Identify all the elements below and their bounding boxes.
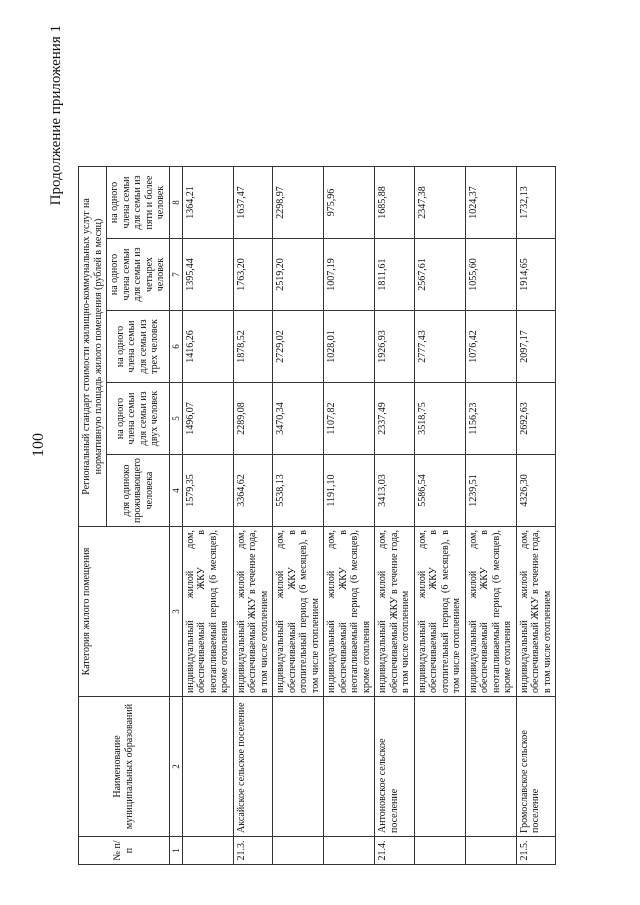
cost-value: 4326,30 [516, 455, 556, 527]
standard-cost-table [78, 166, 556, 865]
cost-value: 5586,54 [414, 455, 465, 527]
municipality-name [414, 697, 465, 837]
cost-value: 1028,01 [324, 311, 375, 383]
cost-value: 975,96 [324, 167, 375, 239]
appendix-title: Продолжение приложения 1 [48, 25, 64, 206]
table-row [273, 167, 324, 865]
header-sub-4: на одного члена семьи для семьи из четырех человек [107, 239, 170, 311]
table-row [324, 167, 375, 865]
header-sub-3: на одного члена семьи для семьи из трех человек [107, 311, 170, 383]
cost-value: 1926,93 [375, 311, 415, 383]
municipality-name: Аксайское сельское поселение [233, 697, 273, 837]
municipality-name: Антоновское сельское поселение [375, 697, 415, 837]
cost-value: 1191,10 [324, 455, 375, 527]
cost-value: 2337,49 [375, 383, 415, 455]
cost-value: 2567,61 [414, 239, 465, 311]
header-sub-2: на одного члена семьи для семьи из двух человек [107, 383, 170, 455]
table-row [182, 167, 233, 865]
header-row-main [79, 167, 107, 865]
cost-value: 1395,44 [182, 239, 233, 311]
cost-value: 3364,62 [233, 455, 273, 527]
cost-value: 5538,13 [273, 455, 324, 527]
index-cell: 3 [169, 527, 182, 697]
cost-value: 1364,21 [182, 167, 233, 239]
cost-value: 1107,82 [324, 383, 375, 455]
header-municipality: Наименование муниципальных образований [79, 697, 170, 837]
header-num: № п/п [79, 837, 170, 865]
municipality-name [273, 697, 324, 837]
cost-value: 1811,61 [375, 239, 415, 311]
cost-value: 3518,75 [414, 383, 465, 455]
row-number [273, 837, 324, 865]
cost-value: 1732,13 [516, 167, 556, 239]
housing-category: индивидуальный жилой дом, обеспечиваемый ЖКУ в течение года, в том числе отоплением [375, 527, 415, 697]
header-standard: Региональный стандарт стоимости жилищно-коммунальных услуг на нормативную площадь жилого помещения (рублей в месяц) [79, 167, 107, 527]
index-cell: 5 [169, 383, 182, 455]
municipality-name [465, 697, 516, 837]
housing-category: индивидуальный жилой дом, обеспечиваемый ЖКУ в неотапливаемый период (6 месяцев), кроме отопления [324, 527, 375, 697]
cost-value: 2289,08 [233, 383, 273, 455]
row-number: 21.3. [233, 837, 273, 865]
housing-category: индивидуальный жилой дом, обеспечиваемый ЖКУ в течение года, в том числе отоплением [233, 527, 273, 697]
row-number: 21.5. [516, 837, 556, 865]
municipality-name [324, 697, 375, 837]
cost-value: 3413,03 [375, 455, 415, 527]
header-sub-5: на одного члена семьи для семьи из пяти и более человек [107, 167, 170, 239]
cost-value: 3470,34 [273, 383, 324, 455]
housing-category: индивидуальный жилой дом, обеспечиваемый ЖКУ в отопительный период (6 месяцев), в том числе отоплением [273, 527, 324, 697]
table-body [182, 167, 556, 865]
cost-value: 1007,19 [324, 239, 375, 311]
table-row [414, 167, 465, 865]
cost-value: 1055,60 [465, 239, 516, 311]
table-row [233, 167, 273, 865]
municipality-name: Громославское сельское поселение [516, 697, 556, 837]
index-cell: 8 [169, 167, 182, 239]
index-cell: 7 [169, 239, 182, 311]
cost-value: 2097,17 [516, 311, 556, 383]
index-cell: 1 [169, 837, 182, 865]
cost-value: 1579,35 [182, 455, 233, 527]
housing-category: индивидуальный жилой дом, обеспечиваемый ЖКУ в неотапливаемый период (6 месяцев), кроме отопления [182, 527, 233, 697]
index-cell: 2 [169, 697, 182, 837]
municipality-name [182, 697, 233, 837]
header-category: Категория жилого помещения [79, 527, 170, 697]
column-index-row [169, 167, 182, 865]
table-row [516, 167, 556, 865]
row-number: 21.4. [375, 837, 415, 865]
cost-value: 1496,07 [182, 383, 233, 455]
row-number [324, 837, 375, 865]
table-row [375, 167, 415, 865]
cost-value: 2298,97 [273, 167, 324, 239]
table-row [465, 167, 516, 865]
housing-category: индивидуальный жилой дом, обеспечиваемый ЖКУ в неотапливаемый период (6 месяцев), кроме отопления [465, 527, 516, 697]
cost-value: 1685,88 [375, 167, 415, 239]
index-cell: 6 [169, 311, 182, 383]
cost-value: 1239,51 [465, 455, 516, 527]
cost-value: 1416,26 [182, 311, 233, 383]
row-number [182, 837, 233, 865]
cost-value: 1156,23 [465, 383, 516, 455]
row-number [465, 837, 516, 865]
index-cell: 4 [169, 455, 182, 527]
cost-value: 1763,20 [233, 239, 273, 311]
row-number [414, 837, 465, 865]
cost-value: 2729,02 [273, 311, 324, 383]
housing-category: индивидуальный жилой дом, обеспечиваемый ЖКУ в течение года, в том числе отоплением [516, 527, 556, 697]
page-number: 100 [30, 433, 47, 457]
cost-value: 1637,47 [233, 167, 273, 239]
cost-value: 1878,52 [233, 311, 273, 383]
housing-category: индивидуальный жилой дом, обеспечиваемый ЖКУ в отопительный период (6 месяцев), в том числе отоплением [414, 527, 465, 697]
cost-value: 1024,37 [465, 167, 516, 239]
cost-value: 2692,63 [516, 383, 556, 455]
cost-value: 2777,43 [414, 311, 465, 383]
cost-value: 2347,38 [414, 167, 465, 239]
cost-value: 1914,65 [516, 239, 556, 311]
cost-value: 1076,42 [465, 311, 516, 383]
header-sub-1: для одиноко проживающего человека [107, 455, 170, 527]
cost-value: 2519,20 [273, 239, 324, 311]
